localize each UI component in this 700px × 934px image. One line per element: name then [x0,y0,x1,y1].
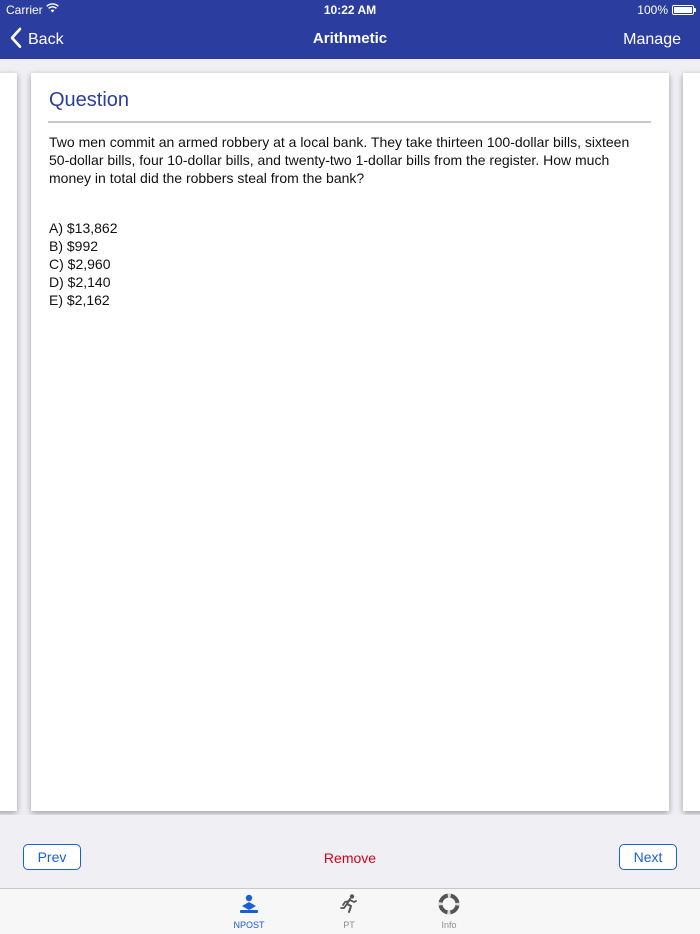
top-bar [0,0,700,59]
tab-info[interactable] [419,893,479,930]
next-card-peek[interactable] [683,73,700,811]
question-text: Two men commit an armed robbery at a local bank. They take thirteen 100-dollar bills, sixteen 50-dollar bills, four 10-dollar bills, and twenty-two 1-dollar bills from the register. How much money in total did the robbers steal from the bank? [49,134,630,186]
answer-options [49,219,118,309]
page-title: Arithmetic [312,30,388,47]
carrier-label: Carrier [6,3,43,17]
tab-bar [0,888,700,934]
question-heading: Question [49,89,130,111]
clock: 10:22 AM [323,3,377,17]
lifebuoy-icon [438,893,460,915]
npost-icon [238,893,260,915]
remove-button[interactable]: Remove [323,850,377,866]
option-b: B) $992 [49,238,99,254]
tab-pt-label: PT [343,920,355,930]
back-button[interactable] [10,28,64,51]
chevron-left-icon [10,27,22,52]
navigation-bar [0,20,700,59]
previous-card-peek[interactable] [0,73,17,811]
action-bar [0,815,700,888]
battery-percent: 100% [637,3,668,17]
next-button[interactable]: Next [619,844,677,870]
tab-info-label: Info [441,920,457,930]
tab-pt[interactable] [319,893,379,930]
option-c: C) $2,960 [49,256,111,272]
battery-icon [672,5,694,15]
question-card [31,73,669,811]
tab-npost-label: NPOST [233,920,265,930]
prev-button[interactable]: Prev [23,844,81,870]
runner-icon [338,893,360,915]
option-a: A) $13,862 [49,220,118,236]
manage-button[interactable]: Manage [623,31,681,48]
tab-npost[interactable] [219,893,279,930]
option-d: D) $2,140 [49,274,111,290]
status-bar [0,0,700,20]
back-label: Back [28,30,64,48]
option-e: E) $2,162 [49,292,110,308]
card-carousel[interactable] [0,59,700,815]
divider [48,121,651,123]
remove-row [0,850,700,866]
